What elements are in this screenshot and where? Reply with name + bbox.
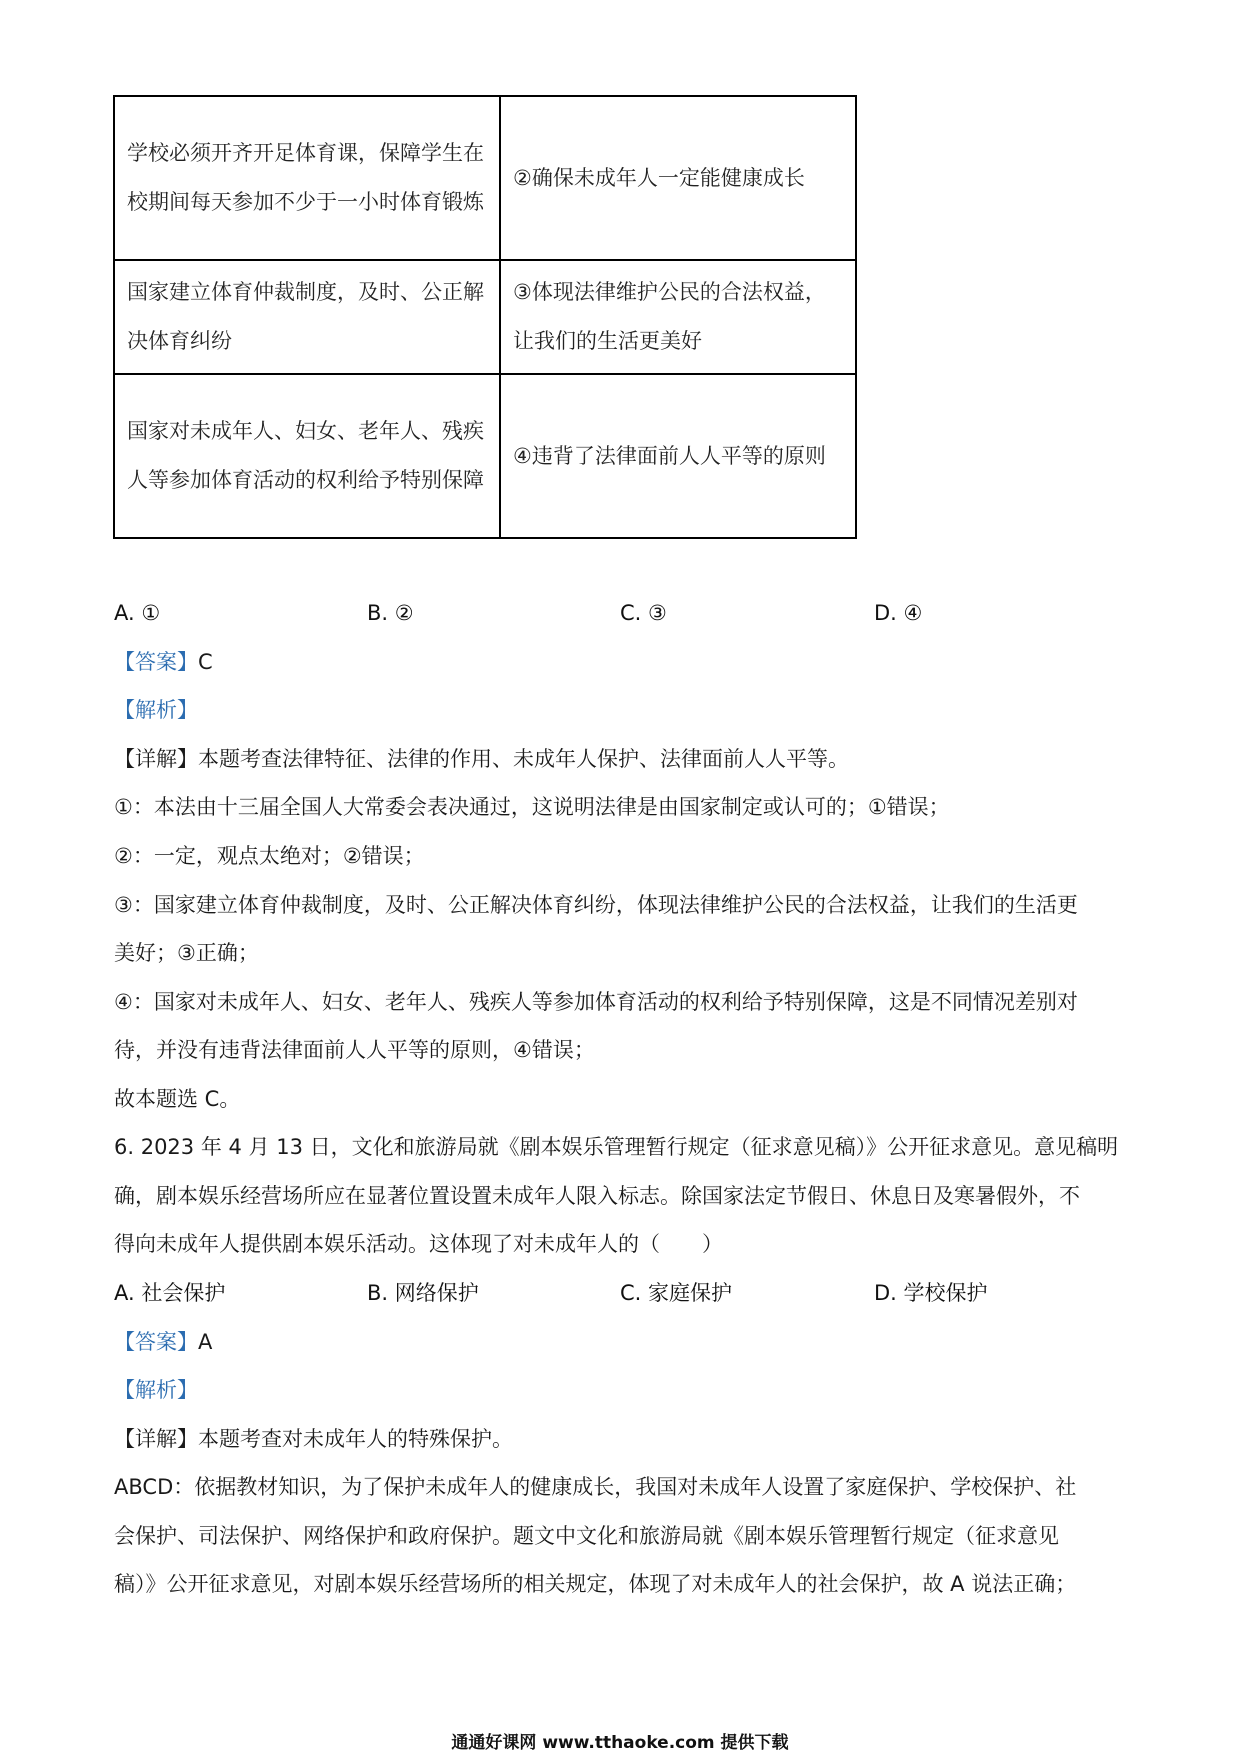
table-row [114, 260, 856, 374]
table-cell-right: ③体现法律维护公民的合法权益，让我们的生活更美好 [500, 260, 856, 374]
q5-line-3: ③：国家建立体育仲裁制度，及时、公正解决体育纠纷，体现法律维护公民的合法权益，让我们的生活更 [114, 893, 1078, 917]
q6-choice-a: A. 社会保护 [114, 1281, 226, 1305]
detail-text: 本题考查法律特征、法律的作用、未成年人保护、法律面前人人平等。 [198, 747, 849, 771]
table-cell-left: 国家对未成年人、妇女、老年人、残疾人等参加体育活动的权利给予特别保障 [114, 374, 500, 538]
q5-line-7: 故本题选 C。 [114, 1087, 241, 1111]
answer-tag: 【答案】 [114, 1330, 198, 1354]
table-cell-left: 国家建立体育仲裁制度，及时、公正解决体育纠纷 [114, 260, 500, 374]
answer-tag: 【答案】 [114, 650, 198, 674]
q5-choice-a: A. ① [114, 601, 161, 625]
q6-choice-c: C. 家庭保护 [620, 1281, 733, 1305]
q5-line-2: ②：一定，观点太绝对；②错误； [114, 844, 425, 868]
q6-stem-3: 得向未成年人提供剧本娱乐活动。这体现了对未成年人的（ ） [114, 1232, 723, 1256]
detail-text: 本题考查对未成年人的特殊保护。 [198, 1427, 513, 1451]
q5-choice-d: D. ④ [874, 601, 923, 625]
table-row [114, 374, 856, 538]
q5-answer [114, 647, 1124, 677]
q6-analysis-tag [114, 1375, 1124, 1405]
page-footer: 通通好课网 www.tthaoke.com 提供下载 [451, 1733, 789, 1753]
options-table [113, 95, 857, 539]
q6-choice-b: B. 网络保护 [367, 1281, 479, 1305]
table-cell-right: ④违背了法律面前人人平等的原则 [500, 374, 856, 538]
q6-detail [114, 1424, 1124, 1454]
q5-line-6: 待，并没有违背法律面前人人平等的原则，④错误； [114, 1038, 595, 1062]
q6-answer [114, 1327, 1124, 1357]
analysis-tag: 【解析】 [114, 698, 198, 722]
q6-stem-2: 确，剧本娱乐经营场所应在显著位置设置未成年人限入标志。除国家法定节假日、休息日及寒暑假外，不 [114, 1184, 1080, 1208]
q5-choice-b: B. ② [367, 601, 414, 625]
table-row [114, 96, 856, 260]
q5-analysis-tag [114, 695, 1124, 725]
table-cell-left: 学校必须开齐开足体育课，保障学生在校期间每天参加不少于一小时体育锻炼 [114, 96, 500, 260]
q5-choice-c: C. ③ [620, 601, 667, 625]
q6-choice-d: D. 学校保护 [874, 1281, 988, 1305]
answer-value: C [198, 650, 213, 674]
q5-line-4: 美好；③正确； [114, 941, 259, 965]
q6-line-2: 会保护、司法保护、网络保护和政府保护。题文中文化和旅游局就《剧本娱乐管理暂行规定（征求意见 [114, 1524, 1059, 1548]
table-cell-right: ②确保未成年人一定能健康成长 [500, 96, 856, 260]
detail-tag: 【详解】 [114, 1427, 198, 1451]
q6-stem-1: 6. 2023 年 4 月 13 日，文化和旅游局就《剧本娱乐管理暂行规定（征求意见稿）》公开征求意见。意见稿明 [114, 1135, 1119, 1159]
q6-line-1: ABCD：依据教材知识，为了保护未成年人的健康成长，我国对未成年人设置了家庭保护、学校保护、社 [114, 1475, 1077, 1499]
answer-value: A [198, 1330, 213, 1354]
q5-detail [114, 744, 1124, 774]
analysis-tag: 【解析】 [114, 1378, 198, 1402]
q5-line-1: ①：本法由十三届全国人大常委会表决通过，这说明法律是由国家制定或认可的；①错误； [114, 795, 950, 819]
detail-tag: 【详解】 [114, 747, 198, 771]
q6-line-3: 稿）》公开征求意见，对剧本娱乐经营场所的相关规定，体现了对未成年人的社会保护，故 A 说法正确； [114, 1572, 1077, 1596]
q5-line-5: ④：国家对未成年人、妇女、老年人、残疾人等参加体育活动的权利给予特别保障，这是不同情况差别对 [114, 990, 1078, 1014]
